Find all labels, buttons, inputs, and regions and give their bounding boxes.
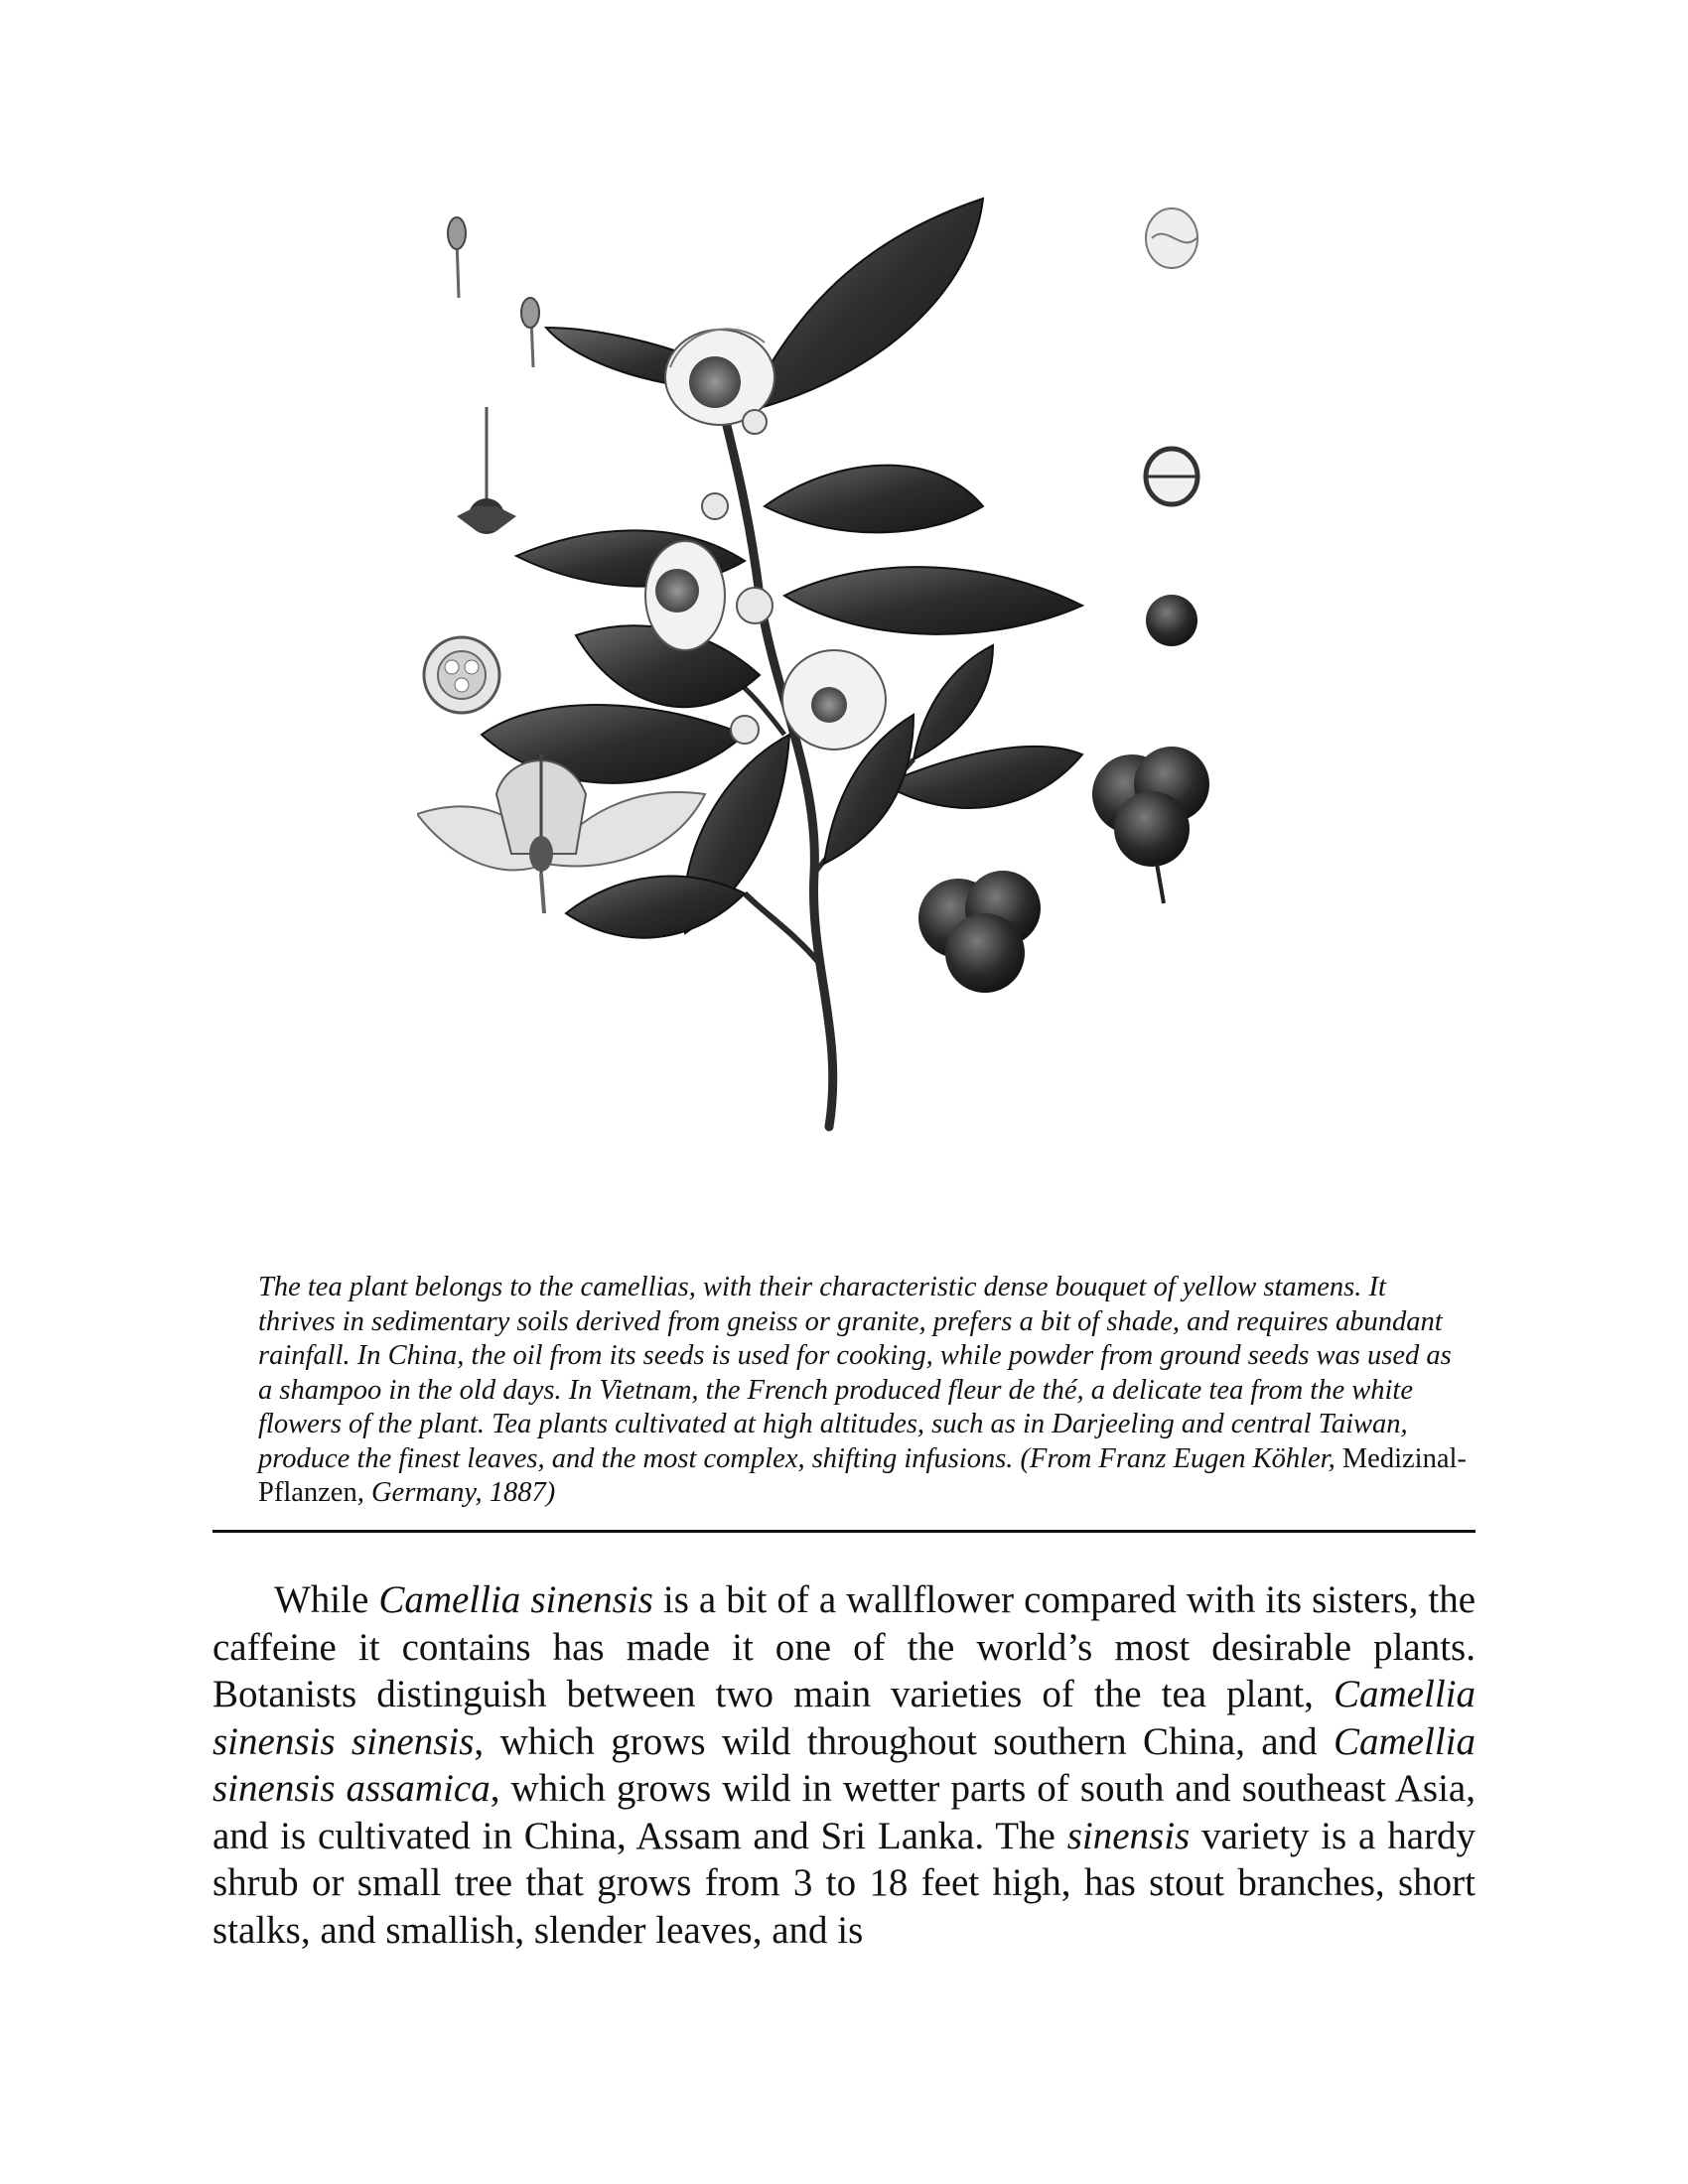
tea-plant-illustration bbox=[417, 179, 1291, 1241]
flower-bud bbox=[743, 410, 767, 434]
flower-bud bbox=[702, 493, 728, 519]
body-text-run: , which grows wild throughout southern China, and bbox=[474, 1719, 1334, 1763]
flower-bud bbox=[731, 716, 759, 744]
seed bbox=[1146, 595, 1197, 646]
ovary-cross-section bbox=[424, 637, 499, 713]
flower bbox=[782, 650, 886, 750]
caption-text-end: , Germany, 1887) bbox=[356, 1477, 556, 1508]
branch bbox=[745, 893, 819, 963]
figure-caption bbox=[258, 1271, 1470, 1511]
species-name: Camellia sinensis bbox=[378, 1578, 653, 1621]
leaf bbox=[745, 199, 983, 412]
species-name: Camellia sinensis assamica bbox=[212, 1719, 1476, 1810]
seed-cross-section bbox=[1146, 449, 1197, 504]
fruit-capsule bbox=[918, 871, 1041, 993]
body-text-run: variety is a hardy shrub or small tree that grows from 3 to 18 feet high, has stout branches, short stalks, and smallish, slender leaves, and is bbox=[212, 1814, 1476, 1952]
stamen-detail bbox=[521, 298, 539, 367]
flower bbox=[645, 541, 725, 650]
seed-detail bbox=[1146, 208, 1197, 268]
leaf bbox=[566, 877, 745, 938]
fruit-capsule-open bbox=[1092, 747, 1209, 903]
species-name: Camellia sinensis sinensis bbox=[212, 1673, 1476, 1763]
leaf bbox=[914, 645, 993, 759]
flower-bud bbox=[737, 588, 773, 623]
species-name: sinensis bbox=[1066, 1814, 1191, 1857]
caption-book-title: Medizinal-Pflanzen bbox=[258, 1442, 1467, 1508]
leaf bbox=[784, 567, 1082, 634]
leaf bbox=[765, 466, 983, 533]
body-paragraph bbox=[212, 1576, 1476, 1954]
caption-divider bbox=[212, 1530, 1476, 1533]
caption-text: The tea plant belongs to the camellias, with their characteristic dense bouquet of yellow stamens. It thrives in sedimentary soils derived from gneiss or granite, prefers a bit of shade, and requires abundant rainfall. In China, the oil from its seeds is used for cooking, while powder from ground seeds was used as a shampoo in the old days. In Vietnam, the French produced fleur de thé, a delicate tea from the white flowers of the plant. Tea plants cultivated at high altitudes, such as in Darjeeling and central Taiwan, produce the finest leaves, and the most complex, shifting infusions. (From Franz Eugen Köhler, bbox=[258, 1272, 1452, 1474]
body-text-run: , which grows wild in wetter parts of south and southeast Asia, and is cultivated in China, Assam and Sri Lanka. The bbox=[212, 1767, 1476, 1857]
body-text-run: is a bit of a wallflower compared with its sisters, the caffeine it contains has made it one of the world’s most desirable plants. Botanists distinguish between two main varieties of the tea plant, bbox=[212, 1578, 1477, 1715]
pistil-detail bbox=[457, 407, 516, 534]
stamen-detail bbox=[448, 217, 466, 298]
body-text-run: While bbox=[274, 1578, 379, 1621]
